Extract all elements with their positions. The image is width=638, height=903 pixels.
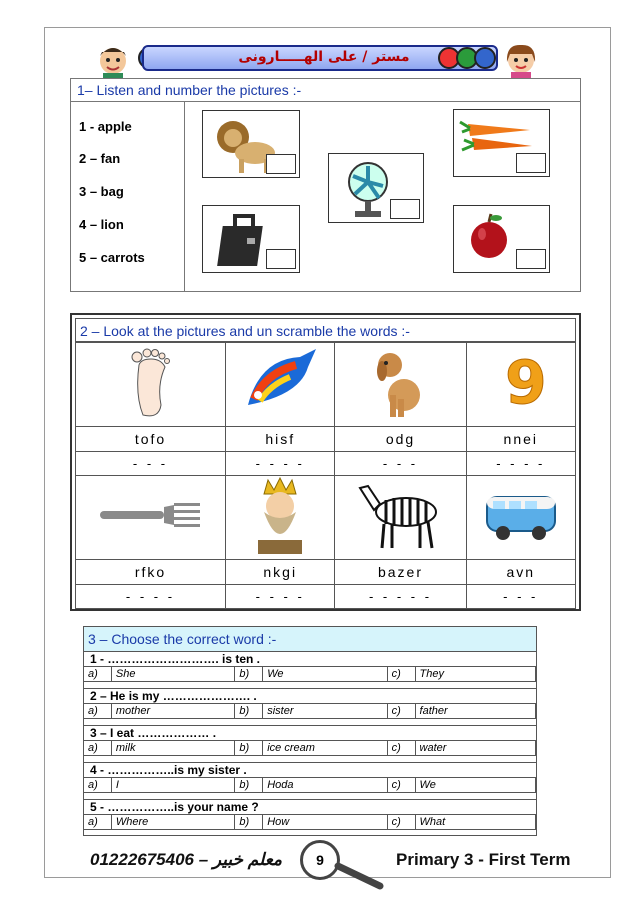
option-choice[interactable]: I — [112, 778, 235, 792]
question-text: 4 - ……………..is my sister . — [84, 763, 536, 778]
number-answer-box[interactable] — [266, 249, 296, 269]
picture-cell — [466, 476, 575, 560]
option-letter: c) — [388, 778, 416, 792]
option-choice[interactable]: How — [263, 815, 387, 829]
picture-cell — [226, 343, 335, 427]
fan-icon — [343, 158, 393, 220]
fork-icon — [96, 495, 206, 535]
option-letter: c) — [388, 815, 416, 829]
phone-number: 01222675406 – معلم خبير — [90, 850, 283, 869]
nine-icon — [501, 345, 547, 420]
number-answer-box[interactable] — [266, 154, 296, 174]
unscramble-section — [70, 313, 581, 611]
option-letter: c) — [388, 667, 416, 681]
option-letter: b) — [235, 704, 263, 718]
option-choice[interactable]: They — [416, 667, 536, 681]
number-answer-box[interactable] — [516, 249, 546, 269]
option-choice[interactable]: Hoda — [263, 778, 387, 792]
scrambled-word: bazer — [335, 560, 466, 585]
girl-avatar-icon — [502, 40, 540, 78]
picture-card — [202, 205, 300, 273]
row-separator — [84, 756, 536, 763]
answer-blank[interactable]: - - - — [76, 452, 226, 476]
options-row — [84, 815, 536, 830]
option-choice[interactable]: ice cream — [263, 741, 387, 755]
divider — [184, 102, 185, 291]
section-title: 3 – Choose the correct word :- — [84, 627, 536, 652]
picture-card — [202, 110, 300, 178]
answer-blank[interactable]: - - - — [335, 452, 466, 476]
van-icon — [481, 485, 561, 545]
number-answer-box[interactable] — [390, 199, 420, 219]
picture-card — [453, 205, 550, 273]
scrambled-word: avn — [466, 560, 575, 585]
question-text: 2 – He is my …………………. . — [84, 689, 536, 704]
option-letter: b) — [235, 815, 263, 829]
question-text: 3 – I eat ……………… . — [84, 726, 536, 741]
option-choice[interactable]: father — [416, 704, 536, 718]
fish-icon — [240, 345, 320, 420]
scrambled-word: rfko — [76, 560, 226, 585]
row-separator — [84, 793, 536, 800]
teacher-name: مستر / على الهـــــارونى — [238, 49, 410, 65]
page-number: 9 — [300, 840, 340, 880]
option-choice[interactable]: She — [112, 667, 235, 681]
scrambled-word: nkgi — [226, 560, 335, 585]
answer-blank[interactable]: - - - - — [226, 585, 335, 609]
options-row — [84, 704, 536, 719]
option-letter: a) — [84, 778, 112, 792]
option-choice[interactable]: mother — [112, 704, 235, 718]
scrambled-word: hisf — [226, 427, 335, 452]
picture-cell — [335, 343, 466, 427]
option-letter: b) — [235, 778, 263, 792]
option-letter: a) — [84, 815, 112, 829]
option-choice[interactable]: sister — [263, 704, 387, 718]
zebra-icon — [352, 480, 448, 550]
header-banner — [94, 40, 540, 78]
answer-blank[interactable]: - - - - — [466, 452, 575, 476]
option-letter: b) — [235, 741, 263, 755]
option-letter: c) — [388, 741, 416, 755]
option-choice[interactable]: water — [416, 741, 536, 755]
row-separator — [84, 682, 536, 689]
option-choice[interactable]: Where — [112, 815, 235, 829]
choose-section — [83, 626, 537, 836]
option-choice[interactable]: We — [263, 667, 387, 681]
picture-cell — [226, 476, 335, 560]
option-letter: a) — [84, 741, 112, 755]
scrambled-word: tofo — [76, 427, 226, 452]
options-row — [84, 778, 536, 793]
section-title: 1– Listen and number the pictures :- — [71, 79, 580, 102]
foot-icon — [121, 345, 181, 420]
options-row — [84, 741, 536, 756]
listen-section — [70, 78, 581, 292]
king-icon — [250, 476, 310, 554]
section-title: 2 – Look at the pictures and un scramble the words :- — [75, 318, 576, 342]
row-separator — [84, 719, 536, 726]
dog-icon — [370, 345, 430, 420]
option-letter: b) — [235, 667, 263, 681]
word-item: 3 – bag — [79, 184, 124, 199]
picture-card — [328, 153, 424, 223]
question-text: 1 - ………………………. is ten . — [84, 652, 536, 667]
picture-cell — [466, 343, 575, 427]
footer — [60, 840, 580, 890]
option-choice[interactable]: milk — [112, 741, 235, 755]
option-choice[interactable]: What — [416, 815, 536, 829]
options-row — [84, 667, 536, 682]
answer-blank[interactable]: - - - — [466, 585, 575, 609]
picture-cell — [335, 476, 466, 560]
magnifier-handle-icon — [336, 862, 386, 892]
question-list — [84, 652, 536, 830]
word-item: 5 – carrots — [79, 250, 145, 265]
carrots-icon — [458, 116, 536, 156]
word-item: 4 – lion — [79, 217, 124, 232]
svg-text:9: 9 — [504, 347, 547, 418]
scrambled-word: odg — [335, 427, 466, 452]
option-letter: c) — [388, 704, 416, 718]
answer-blank[interactable]: - - - - — [76, 585, 226, 609]
question-text: 5 - ……………..is your name ? — [84, 800, 536, 815]
term-label: Primary 3 - First Term — [396, 850, 571, 869]
answer-blank[interactable]: - - - - — [226, 452, 335, 476]
answer-blank[interactable]: - - - - - — [335, 585, 466, 609]
picture-card — [453, 109, 550, 177]
unscramble-grid — [75, 342, 576, 609]
scrambled-word: nnei — [466, 427, 575, 452]
option-choice[interactable]: We — [416, 778, 536, 792]
option-letter: a) — [84, 667, 112, 681]
boy-avatar-icon — [94, 40, 132, 78]
word-item: 1 - apple — [79, 119, 132, 134]
option-letter: a) — [84, 704, 112, 718]
ring-icon — [474, 47, 496, 69]
word-item: 2 – fan — [79, 151, 121, 166]
apple-icon — [464, 212, 514, 262]
picture-cell — [76, 476, 226, 560]
number-answer-box[interactable] — [516, 153, 546, 173]
picture-cell — [76, 343, 226, 427]
